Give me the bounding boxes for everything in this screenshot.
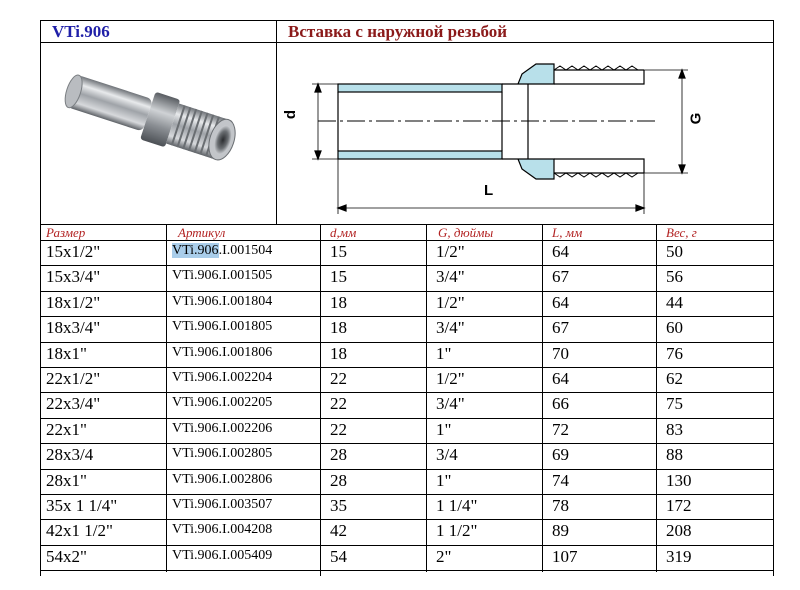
- cell-size: 28x1": [46, 471, 87, 490]
- border-top: [40, 20, 774, 21]
- cell-l: 64: [552, 369, 569, 388]
- row-divider: [40, 494, 774, 495]
- cell-d: 18: [330, 318, 347, 337]
- cell-size: 42x1 1/2": [46, 521, 113, 540]
- cell-weight: 319: [666, 547, 692, 566]
- column-header-l: L, мм: [552, 225, 583, 240]
- cell-article: VTi.906.I.002805: [172, 446, 273, 461]
- row-divider: [40, 265, 774, 266]
- cell-g: 1": [436, 471, 452, 490]
- cell-d: 28: [330, 471, 347, 490]
- cell-d: 15: [330, 242, 347, 261]
- cell-d: 18: [330, 293, 347, 312]
- column-header-top: [40, 224, 774, 225]
- cell-article: VTi.906.I.003507: [172, 497, 273, 512]
- row-divider: [40, 291, 774, 292]
- cell-l: 64: [552, 293, 569, 312]
- cell-l: 69: [552, 445, 569, 464]
- header-column-divider: [276, 20, 277, 224]
- cell-weight: 208: [666, 521, 692, 540]
- row-divider: [40, 418, 774, 419]
- cell-article: VTi.906.I.001806: [172, 345, 273, 360]
- dimension-label-L: L: [484, 182, 494, 199]
- technical-drawing: [278, 44, 772, 216]
- spec-table-body: [40, 240, 774, 572]
- cell-l: 107: [552, 547, 578, 566]
- product-code: VTi.906: [52, 22, 110, 41]
- cell-size: 54x2": [46, 547, 87, 566]
- cell-weight: 60: [666, 318, 683, 337]
- cell-l: 74: [552, 471, 569, 490]
- cell-size: 18x1": [46, 344, 87, 363]
- fitting-drawing-icon: [278, 44, 772, 216]
- row-divider: [40, 316, 774, 317]
- product-datasheet: [40, 20, 774, 576]
- cell-l: 67: [552, 318, 569, 337]
- cell-d: 28: [330, 445, 347, 464]
- cell-article: VTi.906.I.001505: [172, 268, 273, 283]
- cell-g: 3/4": [436, 318, 465, 337]
- column-header-g: G, дюймы: [438, 225, 494, 240]
- cell-l: 70: [552, 344, 569, 363]
- cell-size: 22x1": [46, 420, 87, 439]
- cell-article: VTi.906.I.002205: [172, 395, 273, 410]
- cell-article: VTi.906.I.001504: [172, 243, 273, 258]
- row-divider: [40, 570, 774, 571]
- cell-article: VTi.906.I.001804: [172, 294, 273, 309]
- cell-article: VTi.906.I.002206: [172, 421, 273, 436]
- cell-d: 54: [330, 547, 347, 566]
- header-divider: [40, 42, 774, 43]
- cell-g: 1 1/4": [436, 496, 478, 515]
- cell-weight: 76: [666, 344, 683, 363]
- cell-l: 64: [552, 242, 569, 261]
- cell-g: 2": [436, 547, 452, 566]
- cell-weight: 75: [666, 394, 683, 413]
- cell-g: 1/2": [436, 242, 465, 261]
- cell-g: 1": [436, 420, 452, 439]
- cell-l: 72: [552, 420, 569, 439]
- cell-d: 22: [330, 369, 347, 388]
- row-divider: [40, 545, 774, 546]
- cell-g: 3/4: [436, 445, 458, 464]
- cell-weight: 44: [666, 293, 683, 312]
- cell-g: 1/2": [436, 369, 465, 388]
- cell-l: 67: [552, 267, 569, 286]
- cell-d: 42: [330, 521, 347, 540]
- cell-d: 22: [330, 394, 347, 413]
- cell-size: 15x3/4": [46, 267, 101, 286]
- cell-g: 1/2": [436, 293, 465, 312]
- product-photo: [46, 48, 270, 198]
- column-header-article: Артикул: [178, 225, 226, 240]
- cell-l: 66: [552, 394, 569, 413]
- cell-d: 22: [330, 420, 347, 439]
- row-divider: [40, 367, 774, 368]
- dimension-label-G: G: [687, 112, 705, 125]
- cell-size: 18x3/4": [46, 318, 101, 337]
- cell-g: 3/4": [436, 394, 465, 413]
- cell-size: 22x3/4": [46, 394, 101, 413]
- cell-d: 35: [330, 496, 347, 515]
- row-divider: [40, 519, 774, 520]
- cell-article: VTi.906.I.002806: [172, 472, 273, 487]
- cell-size: 28x3/4: [46, 445, 94, 464]
- cell-g: 1": [436, 344, 452, 363]
- product-title: Вставка с наружной резьбой: [288, 22, 508, 41]
- column-header-size: Размер: [46, 225, 86, 240]
- row-divider: [40, 392, 774, 393]
- cell-g: 3/4": [436, 267, 465, 286]
- cell-weight: 88: [666, 445, 683, 464]
- cell-article: VTi.906.I.004208: [172, 522, 273, 537]
- cell-l: 78: [552, 496, 569, 515]
- dimension-label-d: d: [282, 109, 300, 120]
- cell-weight: 130: [666, 471, 692, 490]
- column-header-weight: Вес, г: [666, 225, 697, 240]
- cell-weight: 50: [666, 242, 683, 261]
- cell-size: 18x1/2": [46, 293, 101, 312]
- cell-article: VTi.906.I.001805: [172, 319, 273, 334]
- cell-l: 89: [552, 521, 569, 540]
- row-divider: [40, 342, 774, 343]
- cell-weight: 83: [666, 420, 683, 439]
- cell-d: 18: [330, 344, 347, 363]
- cell-article: VTi.906.I.002204: [172, 370, 273, 385]
- row-divider: [40, 469, 774, 470]
- fitting-photo-icon: [46, 48, 270, 198]
- cell-size: 15x1/2": [46, 242, 101, 261]
- cell-size: 22x1/2": [46, 369, 101, 388]
- column-header-d: d,мм: [330, 225, 357, 240]
- cell-weight: 62: [666, 369, 683, 388]
- cell-weight: 56: [666, 267, 683, 286]
- selection-highlight: VTi.906: [172, 243, 219, 258]
- cell-article: VTi.906.I.005409: [172, 548, 273, 563]
- cell-weight: 172: [666, 496, 692, 515]
- cell-d: 15: [330, 267, 347, 286]
- cell-g: 1 1/2": [436, 521, 478, 540]
- row-divider: [40, 443, 774, 444]
- cell-size: 35x 1 1/4": [46, 496, 118, 515]
